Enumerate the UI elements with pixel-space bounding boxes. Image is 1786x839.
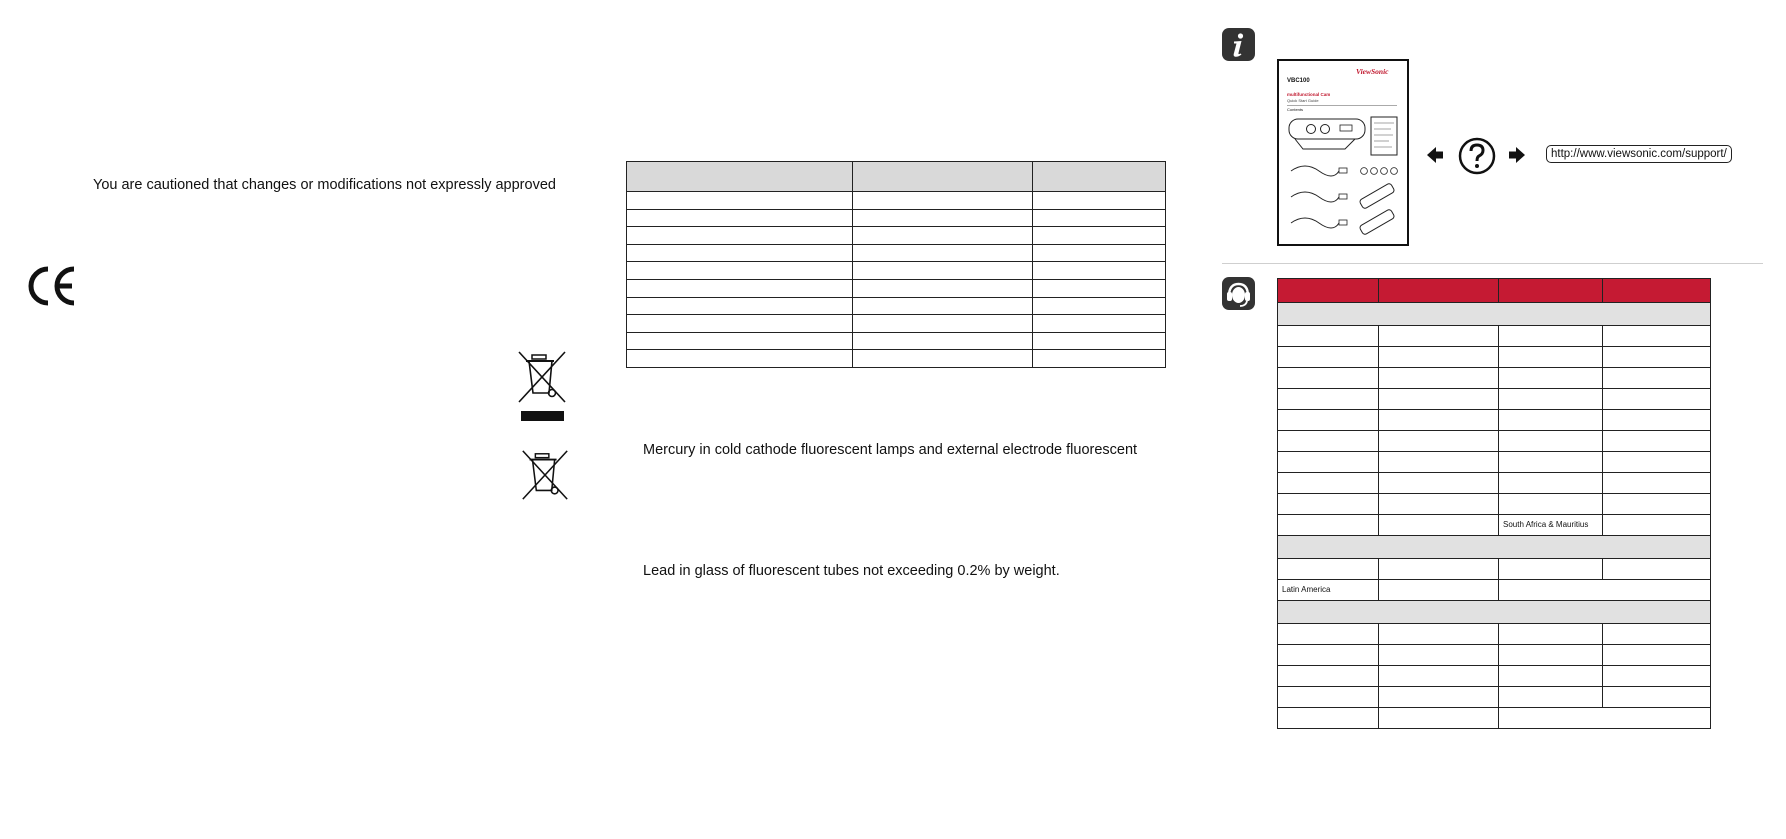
headset-icon [1222,277,1255,310]
table-row [1278,708,1711,729]
region-group-row [1278,536,1711,559]
table-header-row [627,162,1166,192]
table-row [1278,624,1711,645]
table-row [1278,347,1711,368]
table-row [627,297,1166,315]
table-row [627,227,1166,245]
table-row [627,244,1166,262]
quick-start-guide-thumbnail [1277,59,1409,246]
table-row [1278,410,1711,431]
customer-service-table [1277,278,1711,729]
table-row [1278,326,1711,347]
weee-crossed-bin-icon [516,349,568,405]
region-group-row [1278,601,1711,624]
section-divider [1222,263,1763,264]
table-row [627,315,1166,333]
table-row [1278,473,1711,494]
table-row [1278,666,1711,687]
mercury-exemption-text: Mercury in cold cathode fluorescent lamps and external electrode fluorescent [643,442,1138,458]
table-row [627,262,1166,280]
lead-exemption-text: Lead in glass of fluorescent tubes not exceeding 0.2% by weight. [643,563,1060,579]
table-row [1278,389,1711,410]
table-row [1278,559,1711,580]
qsg-divider [1287,105,1397,106]
region-cell-south-africa: South Africa & Mauritius [1499,515,1603,536]
table-row [627,209,1166,227]
region-cell-latin-america: Latin America [1278,580,1379,601]
table-row [1278,687,1711,708]
table-row [1278,580,1711,601]
weee-date-bar [521,411,564,421]
arrow-right-icon [1508,146,1526,164]
table-row [1278,645,1711,666]
table-row [1278,368,1711,389]
table-row [1278,494,1711,515]
table-row [1278,431,1711,452]
qsg-contents-illustration [1285,115,1401,240]
qsg-product-name: multifunctional Cam [1287,92,1331,97]
weee-crossed-bin-icon [519,448,571,502]
rohs-substance-table [626,161,1166,368]
table-row [627,350,1166,368]
table-row [627,332,1166,350]
qsg-brand: ViewSonic [1356,67,1389,76]
table-row [1278,515,1711,536]
qsg-subtitle: Quick Start Guide [1287,98,1319,103]
ce-mark-icon [26,264,78,308]
table-row [1278,452,1711,473]
table-row [627,279,1166,297]
region-group-row [1278,303,1711,326]
qsg-model: VBC100 [1287,78,1310,84]
support-url-link[interactable]: http://www.viewsonic.com/support/ [1546,145,1732,163]
table-header-row [1278,279,1711,303]
question-icon [1458,137,1496,175]
fcc-caution-text: You are cautioned that changes or modifications not expressly approved [93,177,556,193]
qsg-contents-label: Contents [1287,107,1304,112]
info-icon [1222,28,1255,61]
arrow-left-icon [1426,146,1444,164]
table-row [627,192,1166,210]
